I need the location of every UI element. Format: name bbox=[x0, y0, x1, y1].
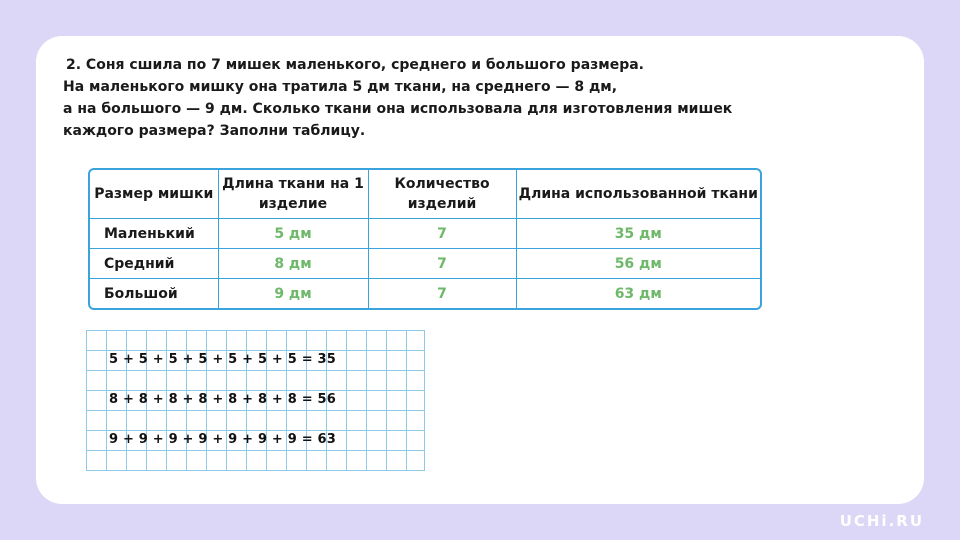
grid-paper bbox=[86, 330, 425, 471]
content-card bbox=[36, 36, 924, 504]
table-row bbox=[90, 219, 760, 249]
header-length-per-item: Длина ткани на 1 изделие bbox=[218, 170, 368, 219]
cell-total: 56 дм bbox=[516, 249, 760, 279]
table-row bbox=[90, 249, 760, 279]
uchi-logo: UCHi.RU bbox=[839, 512, 924, 530]
cell-length: 9 дм bbox=[218, 279, 368, 308]
cell-total: 63 дм bbox=[516, 279, 760, 308]
cell-length: 8 дм bbox=[218, 249, 368, 279]
task-line: каждого размера? Заполни таблицу. bbox=[63, 123, 366, 139]
header-size: Размер мишки bbox=[90, 170, 218, 219]
equation-line: 9 + 9 + 9 + 9 + 9 + 9 + 9 = 63 bbox=[109, 432, 337, 447]
answer-table bbox=[88, 168, 762, 310]
equation-line: 8 + 8 + 8 + 8 + 8 + 8 + 8 = 56 bbox=[109, 392, 337, 407]
cell-count: 7 bbox=[368, 249, 516, 279]
header-total-length: Длина использованной ткани bbox=[516, 170, 760, 219]
cell-size: Маленький bbox=[90, 219, 218, 249]
table-row bbox=[90, 279, 760, 308]
cell-total: 35 дм bbox=[516, 219, 760, 249]
cell-length: 5 дм bbox=[218, 219, 368, 249]
equation-line: 5 + 5 + 5 + 5 + 5 + 5 + 5 = 35 bbox=[109, 352, 337, 367]
header-count: Количество изделий bbox=[368, 170, 516, 219]
task-line: На маленького мишку она тратила 5 дм ткани, на среднего — 8 дм, bbox=[63, 79, 618, 95]
cell-size: Средний bbox=[90, 249, 218, 279]
task-text bbox=[63, 54, 823, 142]
cell-count: 7 bbox=[368, 219, 516, 249]
cell-count: 7 bbox=[368, 279, 516, 308]
task-line: а на большого — 9 дм. Сколько ткани она использовала для изготовления мишек bbox=[63, 101, 733, 117]
cell-size: Большой bbox=[90, 279, 218, 308]
table-header-row bbox=[90, 170, 760, 219]
task-line: 2. Соня сшила по 7 мишек маленького, среднего и большого размера. bbox=[66, 57, 644, 73]
